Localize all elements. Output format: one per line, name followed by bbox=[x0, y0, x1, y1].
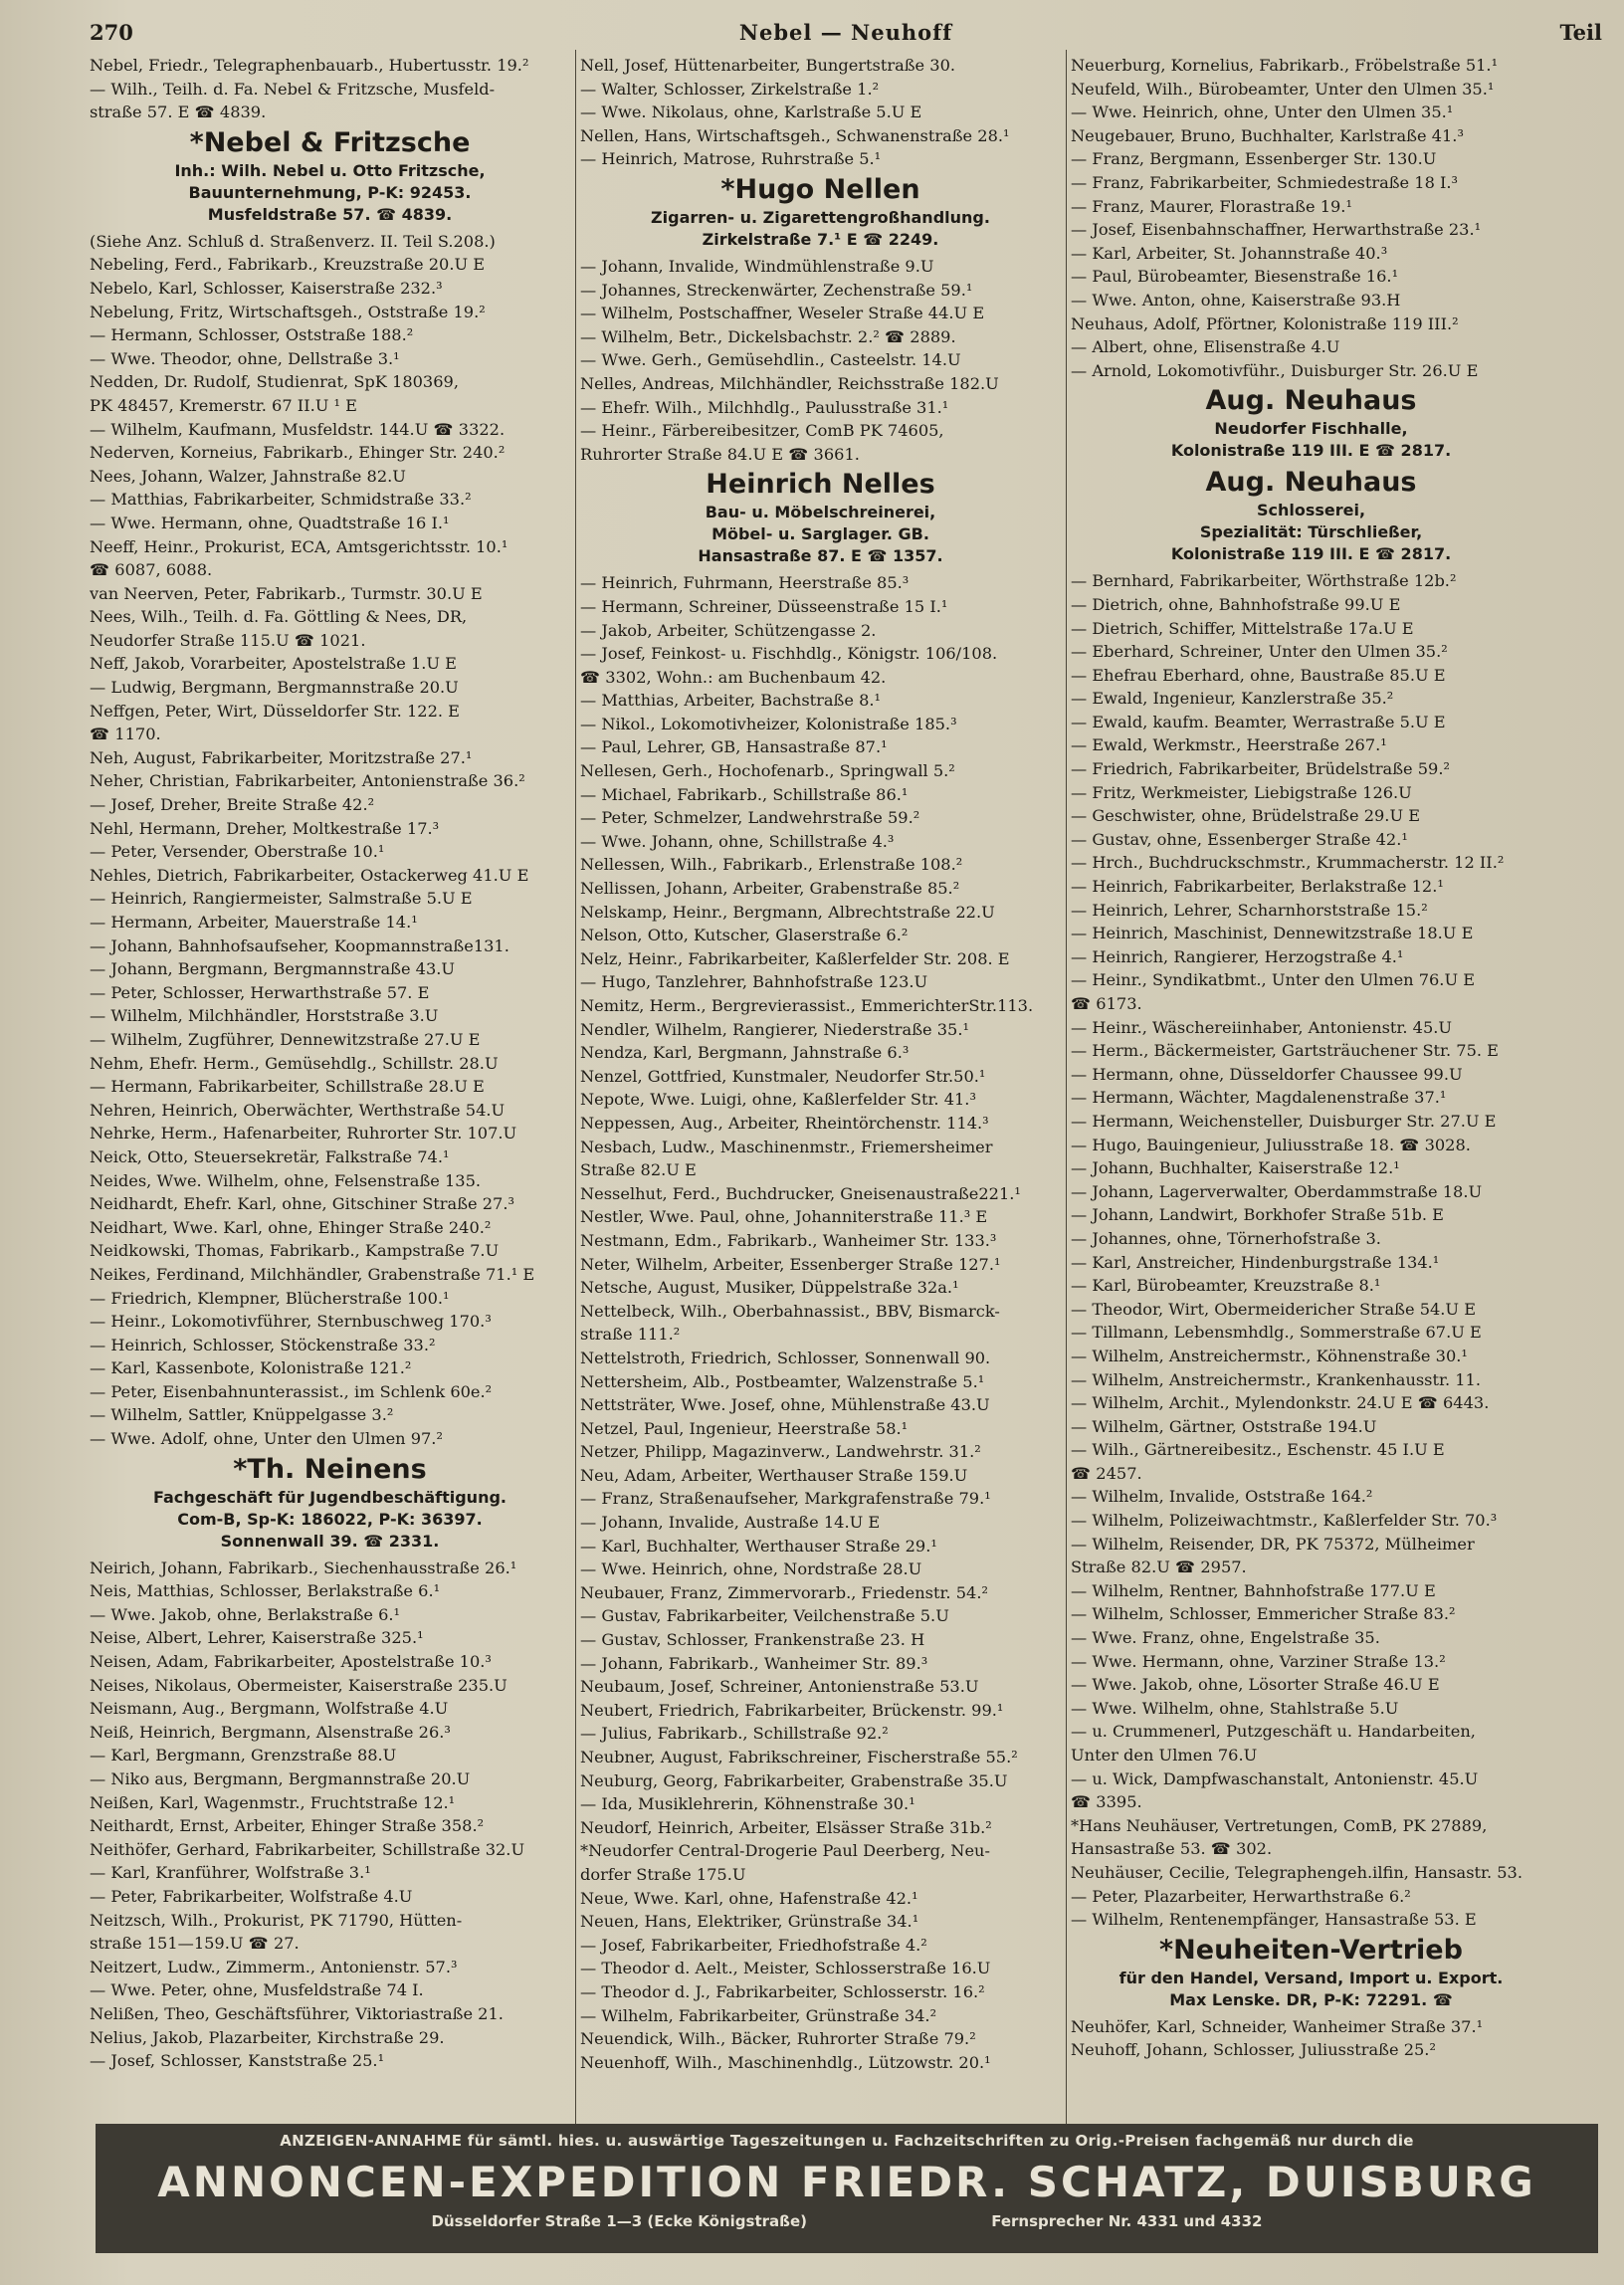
advertisement-line: Spezialität: Türschließer, bbox=[1199, 522, 1423, 542]
directory-entry: Nelißen, Theo, Geschäftsführer, Viktoriastraße 21. bbox=[90, 2003, 504, 2023]
directory-entry: Neick, Otto, Steuersekretär, Falkstraße 74.¹ bbox=[90, 1146, 450, 1166]
directory-entry: — Heinrich, Fabrikarbeiter, Berlakstraße 12.¹ bbox=[1071, 877, 1444, 897]
directory-entry: Neikes, Ferdinand, Milchhändler, Grabenstraße 71.¹ E bbox=[90, 1264, 535, 1284]
directory-entry: — Hrch., Buchdruckschmstr., Krummacherstr. 12 II.² bbox=[1071, 853, 1505, 873]
banner-phone: Fernsprecher Nr. 4331 und 4332 bbox=[991, 2212, 1263, 2230]
directory-entry: Neubaum, Josef, Schreiner, Antonienstraße 53.U bbox=[580, 1677, 979, 1697]
business-advertisement bbox=[90, 126, 570, 226]
directory-entry: — Dietrich, ohne, Bahnhofstraße 99.U E bbox=[1071, 594, 1401, 614]
directory-entry: — Theodor d. Aelt., Meister, Schlosserstraße 16.U bbox=[580, 1959, 991, 1978]
directory-entry: Nebelung, Fritz, Wirtschaftsgeh., Oststraße 19.² bbox=[90, 302, 486, 321]
directory-entry: — Friedrich, Klempner, Blücherstraße 100.¹ bbox=[90, 1288, 450, 1308]
directory-column-1 bbox=[90, 54, 570, 2118]
directory-entry: — Hugo, Tanzlehrer, Bahnhofstraße 123.U bbox=[580, 972, 928, 992]
directory-entry: Neubauer, Franz, Zimmervorarb., Friedenstr. 54.² bbox=[580, 1582, 988, 1602]
directory-entry: — Josef, Dreher, Breite Straße 42.² bbox=[90, 795, 375, 815]
directory-entry: — Wwe. Heinrich, ohne, Unter den Ulmen 35.¹ bbox=[1071, 103, 1454, 122]
directory-entry: — Wilhelm, Gärtner, Oststraße 194.U bbox=[1071, 1416, 1377, 1436]
directory-entry: — Wwe. Hermann, ohne, Varziner Straße 13.² bbox=[1071, 1651, 1446, 1671]
directory-entry: Neiß, Heinrich, Bergmann, Alsenstraße 26.³ bbox=[90, 1722, 451, 1742]
directory-entry: — Theodor, Wirt, Obermeidericher Straße 54.U E bbox=[1071, 1299, 1477, 1319]
directory-entry: Nettsträter, Wwe. Josef, ohne, Mühlenstraße 43.U bbox=[580, 1395, 990, 1415]
directory-entry: — Hermann, ohne, Düsseldorfer Chaussee 99.U bbox=[1071, 1064, 1463, 1084]
directory-entry: ☎ 6087, 6088. bbox=[90, 560, 213, 580]
directory-entry: — Wilhelm, Polizeiwachtmstr., Kaßlerfelder Str. 70.³ bbox=[1071, 1511, 1498, 1531]
directory-entry: Nenzel, Gottfried, Kunstmaler, Neudorfer Str.50.¹ bbox=[580, 1066, 986, 1086]
directory-entry: — Heinrich, Rangiermeister, Salmstraße 5.U E bbox=[90, 889, 473, 909]
directory-entry: — Josef, Schlosser, Kanststraße 25.¹ bbox=[90, 2051, 385, 2071]
directory-entry: — Wwe. Jakob, ohne, Lösorter Straße 46.U E bbox=[1071, 1675, 1440, 1695]
advertisement-line: Com-B, Sp-K: 186022, P-K: 36397. bbox=[177, 1509, 483, 1529]
directory-entry: — Heinr., Lokomotivführer, Sternbuschweg 170.³ bbox=[90, 1312, 492, 1332]
directory-entry: Neudorfer Straße 115.U ☎ 1021. bbox=[90, 630, 366, 650]
business-advertisement bbox=[580, 468, 1061, 567]
directory-entry: Neuen, Hans, Elektriker, Grünstraße 34.¹ bbox=[580, 1912, 919, 1932]
directory-entry: Nendler, Wilhelm, Rangierer, Niederstraße 35.¹ bbox=[580, 1019, 969, 1039]
directory-entry: Neher, Christian, Fabrikarbeiter, Antonienstraße 36.² bbox=[90, 771, 525, 791]
directory-entry: — Johann, Lagerverwalter, Oberdammstraße 18.U bbox=[1071, 1181, 1483, 1201]
directory-entry: — Josef, Feinkost- u. Fischhdlg., Königstr. 106/108. bbox=[580, 644, 998, 664]
directory-entry: — Heinr., Färbereibesitzer, ComB PK 74605, bbox=[580, 421, 944, 441]
directory-entry: Neppessen, Aug., Arbeiter, Rheintörchenstr. 114.³ bbox=[580, 1113, 989, 1133]
advertisement-line: Schlosserei, bbox=[1256, 501, 1366, 520]
directory-entry: — Peter, Plazarbeiter, Herwarthstraße 6.² bbox=[1071, 1886, 1411, 1906]
directory-entry: — Jakob, Arbeiter, Schützengasse 2. bbox=[580, 620, 877, 640]
directory-entry: — Wilhelm, Postschaffner, Weseler Straße 44.U E bbox=[580, 304, 985, 323]
directory-entry: — Hermann, Schlosser, Oststraße 188.² bbox=[90, 325, 414, 345]
directory-entry: Neeff, Heinr., Prokurist, ECA, Amtsgerichtsstr. 10.¹ bbox=[90, 536, 508, 556]
directory-entry: — Karl, Bergmann, Grenzstraße 88.U bbox=[90, 1746, 397, 1766]
directory-entry: — Hermann, Arbeiter, Mauerstraße 14.¹ bbox=[90, 913, 418, 932]
directory-entry: — Wilhelm, Fabrikarbeiter, Grünstraße 34.² bbox=[580, 2005, 937, 2025]
advertisement-line: Bau- u. Möbelschreinerei, bbox=[705, 503, 936, 522]
directory-entry: Nelz, Heinr., Fabrikarbeiter, Kaßlerfelder Str. 208. E bbox=[580, 948, 1010, 968]
directory-entry: Nehm, Ehefr. Herm., Gemüsehdlg., Schillstr. 28.U bbox=[90, 1053, 499, 1073]
directory-entry: Nelles, Andreas, Milchhändler, Reichsstraße 182.U bbox=[580, 373, 999, 393]
directory-entry: Neue, Wwe. Karl, ohne, Hafenstraße 42.¹ bbox=[580, 1888, 918, 1908]
advertisement-line: Zirkelstraße 7.¹ E ☎ 2249. bbox=[702, 229, 939, 249]
page-title: Nebel — Neuhoff bbox=[738, 20, 953, 45]
directory-entry: Nebeling, Ferd., Fabrikarb., Kreuzstraße 20.U E bbox=[90, 255, 486, 275]
directory-entry: — Wilhelm, Archit., Mylendonkstr. 24.U E ☎ 6443. bbox=[1071, 1393, 1490, 1413]
directory-entry: — Hermann, Wächter, Magdalenenstraße 37.¹ bbox=[1071, 1088, 1447, 1108]
directory-entry: — Wilhelm, Invalide, Oststraße 164.² bbox=[1071, 1487, 1373, 1507]
advertisement-title: *Th. Neinens bbox=[233, 1453, 427, 1485]
directory-entry: — Peter, Schlosser, Herwarthstraße 57. E bbox=[90, 982, 430, 1002]
directory-entry: Nelskamp, Heinr., Bergmann, Albrechtstraße 22.U bbox=[580, 902, 995, 922]
advertisement-line: Fachgeschäft für Jugendbeschäftigung. bbox=[152, 1487, 507, 1507]
directory-entry: Neis, Matthias, Schlosser, Berlakstraße 6.¹ bbox=[90, 1581, 441, 1601]
directory-entry: Nettersheim, Alb., Postbeamter, Walzenstraße 5.¹ bbox=[580, 1371, 985, 1391]
directory-entry: — Wilhelm, Kaufmann, Musfeldstr. 144.U ☎ 3322. bbox=[90, 419, 506, 439]
directory-entry: straße 57. E ☎ 4839. bbox=[90, 103, 267, 122]
business-advertisement bbox=[580, 173, 1061, 251]
directory-entry: — Ewald, Werkmstr., Heerstraße 267.¹ bbox=[1071, 735, 1387, 755]
directory-entry: Nelius, Jakob, Plazarbeiter, Kirchstraße 29. bbox=[90, 2027, 445, 2047]
directory-entry: — Karl, Buchhalter, Werthauser Straße 29.¹ bbox=[580, 1536, 937, 1556]
directory-entry: Neuerburg, Kornelius, Fabrikarb., Fröbelstraße 51.¹ bbox=[1071, 56, 1499, 75]
directory-entry: — Heinr., Syndikatbmt., Unter den Ulmen 76.U E bbox=[1071, 970, 1476, 990]
directory-entry: — Josef, Eisenbahnschaffner, Herwarthstraße 23.¹ bbox=[1071, 220, 1482, 240]
directory-entry: — Wilhelm, Anstreichermstr., Köhnenstraße 30.¹ bbox=[1071, 1346, 1468, 1365]
directory-entry: Neuenhoff, Wilh., Maschinenhdlg., Lützowstr. 20.¹ bbox=[580, 2052, 991, 2072]
directory-entry: — Albert, ohne, Elisenstraße 4.U bbox=[1071, 337, 1340, 357]
directory-entry: Neuhöfer, Karl, Schneider, Wanheimer Straße 37.¹ bbox=[1071, 2016, 1484, 2036]
directory-entry: — Heinrich, Lehrer, Scharnhorststraße 15.² bbox=[1071, 900, 1428, 920]
directory-entry: — Ewald, Ingenieur, Kanzlerstraße 35.² bbox=[1071, 689, 1394, 709]
directory-entry: — Theodor d. J., Fabrikarbeiter, Schlosserstr. 16.² bbox=[580, 1981, 985, 2001]
directory-entry: — Wilhelm, Sattler, Knüppelgasse 3.² bbox=[90, 1405, 394, 1425]
advertisement-line: Inh.: Wilh. Nebel u. Otto Fritzsche, bbox=[174, 160, 486, 180]
column-divider bbox=[1066, 50, 1067, 2125]
directory-entry: — Karl, Anstreicher, Hindenburgstraße 134.¹ bbox=[1071, 1252, 1440, 1272]
advertisement-line: Bauunternehmung, P-K: 92453. bbox=[188, 182, 472, 202]
directory-entry: — Johannes, ohne, Törnerhofstraße 3. bbox=[1071, 1228, 1381, 1248]
directory-entry: — Karl, Bürobeamter, Kreuzstraße 8.¹ bbox=[1071, 1276, 1381, 1296]
advertisement-title: Aug. Neuhaus bbox=[1205, 467, 1417, 499]
directory-entry: Neuendick, Wilh., Bäcker, Ruhrorter Straße 79.² bbox=[580, 2029, 976, 2049]
advertisement-line: Musfeldstraße 57. ☎ 4839. bbox=[207, 204, 453, 224]
directory-entry: Neu, Adam, Arbeiter, Werthauser Straße 159.U bbox=[580, 1465, 968, 1485]
directory-entry: — Herm., Bäckermeister, Gartsträuchener Str. 75. E bbox=[1071, 1041, 1500, 1061]
business-advertisement bbox=[90, 1453, 570, 1553]
directory-entry: — Peter, Versender, Oberstraße 10.¹ bbox=[90, 842, 385, 862]
advertisement-line: Hansastraße 87. E ☎ 1357. bbox=[698, 546, 943, 566]
directory-entry: — u. Wick, Dampfwaschanstalt, Antonienstr. 45.U bbox=[1071, 1768, 1479, 1788]
directory-entry: Neitzsch, Wilh., Prokurist, PK 71790, Hütten- bbox=[90, 1910, 463, 1930]
banner-company: ANNONCEN-EXPEDITION FRIEDR. SCHATZ, DUISBURG bbox=[157, 2158, 1536, 2206]
directory-entry: — Hermann, Weichensteller, Duisburger Str. 27.U E bbox=[1071, 1111, 1497, 1131]
directory-entry: — Tillmann, Lebensmhdlg., Sommerstraße 67.U E bbox=[1071, 1323, 1482, 1343]
directory-entry: — Heinrich, Schlosser, Stöckenstraße 33.² bbox=[90, 1335, 436, 1354]
directory-entry: — Ehefrau Eberhard, ohne, Baustraße 85.U E bbox=[1071, 665, 1446, 685]
directory-entry: — Wilhelm, Milchhändler, Horststraße 3.U bbox=[90, 1006, 439, 1026]
directory-entry: — Nikol., Lokomotivheizer, Kolonistraße 185.³ bbox=[580, 714, 957, 733]
advertisement-title: Aug. Neuhaus bbox=[1205, 385, 1417, 417]
business-advertisement bbox=[1071, 1934, 1551, 2011]
directory-entry: Straße 82.U E bbox=[580, 1160, 697, 1180]
directory-entry: Neh, August, Fabrikarbeiter, Moritzstraße 27.¹ bbox=[90, 747, 473, 767]
directory-entry: — u. Crummenerl, Putzgeschäft u. Handarbeiten, bbox=[1071, 1722, 1476, 1742]
directory-entry: Neugebauer, Bruno, Buchhalter, Karlstraße 41.³ bbox=[1071, 125, 1464, 145]
directory-entry: Neubner, August, Fabrikschreiner, Fischerstraße 55.² bbox=[580, 1748, 1018, 1766]
directory-entry: Nelson, Otto, Kutscher, Glaserstraße 6.² bbox=[580, 926, 909, 945]
directory-entry: — Wwe. Peter, ohne, Musfeldstraße 74 I. bbox=[90, 1980, 424, 2000]
directory-entry: — Eberhard, Schreiner, Unter den Ulmen 35.² bbox=[1071, 642, 1448, 662]
advertisement-line: Sonnenwall 39. ☎ 2331. bbox=[220, 1531, 440, 1551]
directory-entry: — Johann, Invalide, Austraße 14.U E bbox=[580, 1513, 881, 1533]
directory-entry: — Geschwister, ohne, Brüdelstraße 29.U E bbox=[1071, 806, 1421, 826]
directory-entry: — Wwe. Anton, ohne, Kaiserstraße 93.H bbox=[1071, 290, 1401, 310]
directory-entry: Nees, Johann, Walzer, Jahnstraße 82.U bbox=[90, 466, 406, 486]
directory-entry: Neff, Jakob, Vorarbeiter, Apostelstraße 1.U E bbox=[90, 654, 457, 674]
directory-entry: Nemitz, Herm., Bergrevierassist., EmmerichterStr.113. bbox=[580, 996, 1034, 1015]
advertisement-line: für den Handel, Versand, Import u. Export. bbox=[1118, 1968, 1504, 1987]
page-number: 270 bbox=[90, 20, 133, 45]
directory-entry: Netzel, Paul, Ingenieur, Heerstraße 58.¹ bbox=[580, 1418, 909, 1438]
advertisement-banner bbox=[96, 2124, 1598, 2253]
directory-entry: — Karl, Arbeiter, St. Johannstraße 40.³ bbox=[1071, 243, 1388, 263]
directory-entry: Nehren, Heinrich, Oberwächter, Werthstraße 54.U bbox=[90, 1100, 506, 1120]
advertisement-line: Kolonistraße 119 III. E ☎ 2817. bbox=[1170, 544, 1452, 564]
directory-entry: Neidhardt, Ehefr. Karl, ohne, Gitschiner Straße 27.³ bbox=[90, 1194, 514, 1214]
directory-entry: Neides, Wwe. Wilhelm, ohne, Felsenstraße 135. bbox=[90, 1170, 482, 1190]
directory-entry: — Wilhelm, Reisender, DR, PK 75372, Mülheimer bbox=[1071, 1534, 1475, 1554]
directory-entry: — Gustav, Fabrikarbeiter, Veilchenstraße 5.U bbox=[580, 1606, 949, 1626]
directory-entry: — Johann, Fabrikarb., Wanheimer Str. 89.³ bbox=[580, 1653, 928, 1673]
directory-entry: Neidkowski, Thomas, Fabrikarb., Kampstraße 7.U bbox=[90, 1241, 500, 1261]
directory-entry: — Hermann, Fabrikarbeiter, Schillstraße 28.U E bbox=[90, 1077, 485, 1097]
directory-entry: — Franz, Maurer, Florastraße 19.¹ bbox=[1071, 196, 1352, 216]
directory-entry: — Walter, Schlosser, Zirkelstraße 1.² bbox=[580, 79, 880, 99]
advertisement-title: *Nebel & Fritzsche bbox=[189, 126, 471, 158]
directory-entry: Hansastraße 53. ☎ 302. bbox=[1071, 1839, 1273, 1859]
directory-entry: — Karl, Kranführer, Wolfstraße 3.¹ bbox=[90, 1863, 371, 1883]
directory-entry: Neirich, Johann, Fabrikarb., Siechenhausstraße 26.¹ bbox=[90, 1558, 517, 1577]
directory-entry: Nestmann, Edm., Fabrikarb., Wanheimer Str. 133.³ bbox=[580, 1230, 997, 1250]
directory-entry: — Johann, Bergmann, Bergmannstraße 43.U bbox=[90, 959, 456, 979]
directory-entry: dorfer Straße 175.U bbox=[580, 1864, 746, 1884]
advertisement-line: Neudorfer Fischhalle, bbox=[1214, 419, 1408, 439]
directory-entry: — Fritz, Werkmeister, Liebigstraße 126.U bbox=[1071, 782, 1412, 802]
directory-entry: Nestler, Wwe. Paul, ohne, Johanniterstraße 11.³ E bbox=[580, 1207, 988, 1227]
directory-entry: *Neudorfer Central-Drogerie Paul Deerberg, Neu- bbox=[580, 1841, 990, 1861]
directory-entry: — Wwe. Johann, ohne, Schillstraße 4.³ bbox=[580, 831, 895, 851]
directory-entry: — Gustav, Schlosser, Frankenstraße 23. H bbox=[580, 1630, 925, 1650]
directory-entry: — Johann, Bahnhofsaufseher, Koopmannstraße131. bbox=[90, 935, 509, 955]
directory-column-2 bbox=[580, 54, 1061, 2118]
directory-entry: Nellissen, Johann, Arbeiter, Grabenstraße 85.² bbox=[580, 879, 960, 899]
directory-entry: Neufeld, Wilh., Bürobeamter, Unter den Ulmen 35.¹ bbox=[1071, 79, 1495, 99]
directory-entry: — Dietrich, Schiffer, Mittelstraße 17a.U E bbox=[1071, 618, 1414, 638]
directory-entry: straße 151—159.U ☎ 27. bbox=[90, 1934, 300, 1954]
directory-entry: van Neerven, Peter, Fabrikarb., Turmstr. 30.U E bbox=[90, 583, 483, 603]
banner-tagline: ANZEIGEN-ANNAHME für sämtl. hies. u. auswärtige Tageszeitungen u. Fachzeitschriften zu Orig.-Preisen fachgemäß nur durch die bbox=[280, 2132, 1414, 2150]
advertisement-line: Kolonistraße 119 III. E ☎ 2817. bbox=[1170, 441, 1452, 461]
directory-entry: — Julius, Fabrikarb., Schillstraße 92.² bbox=[580, 1724, 889, 1744]
directory-entry: ☎ 6173. bbox=[1071, 994, 1142, 1013]
business-advertisement bbox=[1071, 384, 1551, 462]
directory-entry: Nellesen, Gerh., Hochofenarb., Springwall 5.² bbox=[580, 761, 955, 781]
directory-entry: ☎ 2457. bbox=[1071, 1463, 1142, 1483]
directory-entry: Nehl, Hermann, Dreher, Moltkestraße 17.³ bbox=[90, 818, 440, 838]
directory-entry: PK 48457, Kremerstr. 67 II.U ¹ E bbox=[90, 395, 357, 415]
directory-entry: — Wwe. Heinrich, ohne, Nordstraße 28.U bbox=[580, 1559, 922, 1579]
directory-entry: Nesselhut, Ferd., Buchdrucker, Gneisenaustraße221.¹ bbox=[580, 1183, 1021, 1203]
directory-entry: — Wilhelm, Anstreichermstr., Krankenhausstr. 11. bbox=[1071, 1369, 1481, 1389]
directory-entry: Neuhäuser, Cecilie, Telegraphengeh.ilfin, Hansastr. 53. bbox=[1071, 1862, 1522, 1882]
directory-entry: — Wwe. Wilhelm, ohne, Stahlstraße 5.U bbox=[1071, 1698, 1399, 1718]
directory-entry: Nehles, Dietrich, Fabrikarbeiter, Ostackerweg 41.U E bbox=[90, 865, 529, 885]
business-advertisement bbox=[1071, 466, 1551, 565]
directory-entry: Nellen, Hans, Wirtschaftsgeh., Schwanenstraße 28.¹ bbox=[580, 125, 1010, 145]
directory-entry: Neisen, Adam, Fabrikarbeiter, Apostelstraße 10.³ bbox=[90, 1652, 492, 1672]
directory-entry: — Matthias, Fabrikarbeiter, Schmidstraße 33.² bbox=[90, 490, 472, 510]
directory-entry: — Wilhelm, Schlosser, Emmericher Straße 83.² bbox=[1071, 1604, 1456, 1624]
directory-entry: Nellessen, Wilh., Fabrikarb., Erlenstraße 108.² bbox=[580, 855, 963, 875]
directory-entry: — Peter, Fabrikarbeiter, Wolfstraße 4.U bbox=[90, 1886, 413, 1906]
directory-entry: ☎ 3395. bbox=[1071, 1792, 1142, 1812]
column-divider bbox=[575, 50, 576, 2125]
directory-entry: Nettelstroth, Friedrich, Schlosser, Sonnenwall 90. bbox=[580, 1348, 991, 1367]
directory-entry: — Ehefr. Wilh., Milchhdlg., Paulusstraße 31.¹ bbox=[580, 397, 949, 417]
directory-entry: Neitzert, Ludw., Zimmerm., Antonienstr. 57.³ bbox=[90, 1957, 458, 1976]
advertisement-title: *Hugo Nellen bbox=[720, 173, 920, 205]
directory-entry: — Ludwig, Bergmann, Bergmannstraße 20.U bbox=[90, 678, 459, 698]
directory-entry: Nees, Wilh., Teilh. d. Fa. Göttling & Nees, DR, bbox=[90, 607, 468, 627]
directory-entry: — Hugo, Bauingenieur, Juliusstraße 18. ☎ 3028. bbox=[1071, 1135, 1471, 1154]
directory-entry: — Karl, Kassenbote, Kolonistraße 121.² bbox=[90, 1358, 412, 1378]
directory-entry: — Niko aus, Bergmann, Bergmannstraße 20.U bbox=[90, 1769, 471, 1788]
directory-entry: — Wwe. Gerh., Gemüsehdlin., Casteelstr. 14.U bbox=[580, 350, 961, 370]
directory-entry: — Wilhelm, Betr., Dickelsbachstr. 2.² ☎ 2889. bbox=[580, 326, 956, 346]
directory-entry: — Bernhard, Fabrikarbeiter, Wörthstraße 12b.² bbox=[1071, 571, 1457, 591]
directory-entry: — Hermann, Schreiner, Düsseenstraße 15 I.¹ bbox=[580, 596, 948, 616]
directory-entry: — Heinrich, Matrose, Ruhrstraße 5.¹ bbox=[580, 149, 882, 169]
directory-entry: — Franz, Bergmann, Essenberger Str. 130.U bbox=[1071, 149, 1437, 169]
section-label: Teil bbox=[1559, 20, 1602, 45]
directory-entry: — Gustav, ohne, Essenberger Straße 42.¹ bbox=[1071, 829, 1408, 849]
directory-entry: Nebel, Friedr., Telegraphenbauarb., Hubertusstr. 19.² bbox=[90, 56, 529, 75]
directory-entry: Nederven, Korneius, Fabrikarb., Ehinger Str. 240.² bbox=[90, 443, 506, 463]
advertisement-line: Möbel- u. Sarglager. GB. bbox=[711, 524, 929, 544]
directory-entry: Neidhart, Wwe. Karl, ohne, Ehinger Straße 240.² bbox=[90, 1217, 492, 1237]
directory-entry: Netsche, August, Musiker, Düppelstraße 32a.¹ bbox=[580, 1278, 959, 1298]
directory-column-3 bbox=[1071, 54, 1551, 2118]
banner-address: Düsseldorfer Straße 1—3 (Ecke Königstraße) bbox=[431, 2212, 807, 2230]
directory-entry: Neißen, Karl, Wagenmstr., Fruchtstraße 12.¹ bbox=[90, 1792, 456, 1812]
directory-entry: — Peter, Schmelzer, Landwehrstraße 59.² bbox=[580, 808, 920, 828]
directory-entry: Nendza, Karl, Bergmann, Jahnstraße 6.³ bbox=[580, 1043, 910, 1063]
directory-entry: — Matthias, Arbeiter, Bachstraße 8.¹ bbox=[580, 691, 882, 711]
directory-entry: — Wilh., Teilh. d. Fa. Nebel & Fritzsche, Musfeld- bbox=[90, 79, 496, 99]
directory-entry: — Wilhelm, Zugführer, Dennewitzstraße 27.U E bbox=[90, 1029, 481, 1049]
directory-entry: Nesbach, Ludw., Maschinenmstr., Friemersheimer bbox=[580, 1137, 993, 1156]
directory-entry: Neuburg, Georg, Fabrikarbeiter, Grabenstraße 35.U bbox=[580, 1770, 1008, 1790]
directory-entry: Netzer, Philipp, Magazinverw., Landwehrstr. 31.² bbox=[580, 1442, 981, 1462]
directory-entry: — Johann, Landwirt, Borkhofer Straße 51b. E bbox=[1071, 1205, 1444, 1225]
directory-entry: straße 111.² bbox=[580, 1325, 681, 1345]
directory-entry: ☎ 3302, Wohn.: am Buchenbaum 42. bbox=[580, 667, 887, 687]
directory-entry: — Heinrich, Rangierer, Herzogstraße 4.¹ bbox=[1071, 946, 1404, 966]
directory-entry: — Josef, Fabrikarbeiter, Friedhofstraße 4.² bbox=[580, 1935, 927, 1955]
advertisement-line: Max Lenske. DR, P-K: 72291. ☎ bbox=[1169, 1989, 1453, 2009]
advertisement-title: *Neuheiten-Vertrieb bbox=[1159, 1934, 1463, 1966]
directory-entry: — Johannes, Streckenwärter, Zechenstraße 59.¹ bbox=[580, 280, 973, 300]
directory-entry: — Wwe. Hermann, ohne, Quadtstraße 16 I.¹ bbox=[90, 513, 450, 532]
directory-entry: — Franz, Fabrikarbeiter, Schmiedestraße 18 I.³ bbox=[1071, 172, 1459, 192]
directory-entry: — Michael, Fabrikarb., Schillstraße 86.¹ bbox=[580, 784, 909, 804]
directory-entry: Neubert, Friedrich, Fabrikarbeiter, Brückenstr. 99.¹ bbox=[580, 1700, 1004, 1720]
directory-entry: — Arnold, Lokomotivführ., Duisburger Str. 26.U E bbox=[1071, 360, 1479, 380]
directory-entry: Neithardt, Ernst, Arbeiter, Ehinger Straße 358.² bbox=[90, 1816, 485, 1836]
directory-entry: Neuhoff, Johann, Schlosser, Juliusstraße 25.² bbox=[1071, 2040, 1436, 2060]
directory-entry: — Wwe. Jakob, ohne, Berlakstraße 6.¹ bbox=[90, 1604, 401, 1624]
advertisement-line: Zigarren- u. Zigarettengroßhandlung. bbox=[651, 207, 990, 227]
directory-entry: — Wilhelm, Rentner, Bahnhofstraße 177.U E bbox=[1071, 1580, 1436, 1600]
directory-entry: Neter, Wilhelm, Arbeiter, Essenberger Straße 127.¹ bbox=[580, 1254, 1001, 1274]
directory-entry: Unter den Ulmen 76.U bbox=[1071, 1746, 1258, 1765]
directory-entry: — Paul, Lehrer, GB, Hansastraße 87.¹ bbox=[580, 737, 888, 757]
directory-entry: Nebelo, Karl, Schlosser, Kaiserstraße 232.³ bbox=[90, 278, 443, 298]
directory-entry: Nettelbeck, Wilh., Oberbahnassist., BBV, Bismarck- bbox=[580, 1301, 1000, 1321]
directory-entry: Ruhrorter Straße 84.U E ☎ 3661. bbox=[580, 444, 860, 464]
directory-entry: — Johann, Buchhalter, Kaiserstraße 12.¹ bbox=[1071, 1158, 1400, 1178]
directory-entry: ☎ 1170. bbox=[90, 725, 161, 744]
directory-entry: — Heinrich, Fuhrmann, Heerstraße 85.³ bbox=[580, 573, 910, 593]
directory-entry: — Heinr., Wäschereiinhaber, Antonienstr. 45.U bbox=[1071, 1017, 1453, 1037]
directory-entry: — Wwe. Adolf, ohne, Unter den Ulmen 97.² bbox=[90, 1429, 443, 1449]
directory-entry: *Hans Neuhäuser, Vertretungen, ComB, PK 27889, bbox=[1071, 1815, 1488, 1835]
directory-entry: — Paul, Bürobeamter, Biesenstraße 16.¹ bbox=[1071, 267, 1399, 287]
directory-entry: Nehrke, Herm., Hafenarbeiter, Ruhrorter Str. 107.U bbox=[90, 1124, 517, 1143]
directory-entry: Neuhaus, Adolf, Pförtner, Kolonistraße 119 III.² bbox=[1071, 313, 1459, 333]
directory-entry: — Wilh., Gärtnereibesitz., Eschenstr. 45 I.U E bbox=[1071, 1440, 1445, 1460]
directory-entry: Neffgen, Peter, Wirt, Düsseldorfer Str. 122. E bbox=[90, 701, 460, 721]
advertisement-title: Heinrich Nelles bbox=[706, 469, 935, 501]
directory-entry: Neithöfer, Gerhard, Fabrikarbeiter, Schillstraße 32.U bbox=[90, 1839, 525, 1859]
directory-entry: Neises, Nikolaus, Obermeister, Kaiserstraße 235.U bbox=[90, 1675, 508, 1695]
directory-entry: — Peter, Eisenbahnunterassist., im Schlenk 60e.² bbox=[90, 1381, 493, 1401]
directory-entry: Neudorf, Heinrich, Arbeiter, Elsässer Straße 31b.² bbox=[580, 1817, 992, 1837]
directory-entry: — Friedrich, Fabrikarbeiter, Brüdelstraße 59.² bbox=[1071, 759, 1450, 779]
banner-contact bbox=[96, 2212, 1598, 2230]
directory-entry: Neismann, Aug., Bergmann, Wolfstraße 4.U bbox=[90, 1699, 449, 1719]
directory-entry: — Ida, Musiklehrerin, Köhnenstraße 30.¹ bbox=[580, 1794, 915, 1814]
directory-entry: — Ewald, kaufm. Beamter, Werrastraße 5.U E bbox=[1071, 712, 1446, 731]
directory-entry: Straße 82.U ☎ 2957. bbox=[1071, 1558, 1247, 1577]
directory-entry: — Heinrich, Maschinist, Dennewitzstraße 18.U E bbox=[1071, 924, 1474, 943]
directory-entry: Neise, Albert, Lehrer, Kaiserstraße 325.¹ bbox=[90, 1628, 424, 1648]
directory-entry: — Wwe. Theodor, ohne, Dellstraße 3.¹ bbox=[90, 348, 400, 368]
directory-entry: — Franz, Straßenaufseher, Markgrafenstraße 79.¹ bbox=[580, 1489, 991, 1509]
directory-entry: — Wwe. Franz, ohne, Engelstraße 35. bbox=[1071, 1628, 1380, 1648]
directory-entry: Nepote, Wwe. Luigi, ohne, Kaßlerfelder Str. 41.³ bbox=[580, 1090, 976, 1110]
directory-entry: Nedden, Dr. Rudolf, Studienrat, SpK 180369, bbox=[90, 372, 459, 392]
page-header bbox=[90, 14, 1602, 54]
directory-entry: — Wwe. Nikolaus, ohne, Karlstraße 5.U E bbox=[580, 103, 922, 122]
directory-entry: — Wilhelm, Rentenempfänger, Hansastraße 53. E bbox=[1071, 1910, 1477, 1930]
directory-entry: — Johann, Invalide, Windmühlenstraße 9.U bbox=[580, 256, 934, 276]
directory-entry: Nell, Josef, Hüttenarbeiter, Bungertstraße 30. bbox=[580, 56, 956, 75]
directory-entry: (Siehe Anz. Schluß d. Straßenverz. II. Teil S.208.) bbox=[90, 231, 496, 251]
